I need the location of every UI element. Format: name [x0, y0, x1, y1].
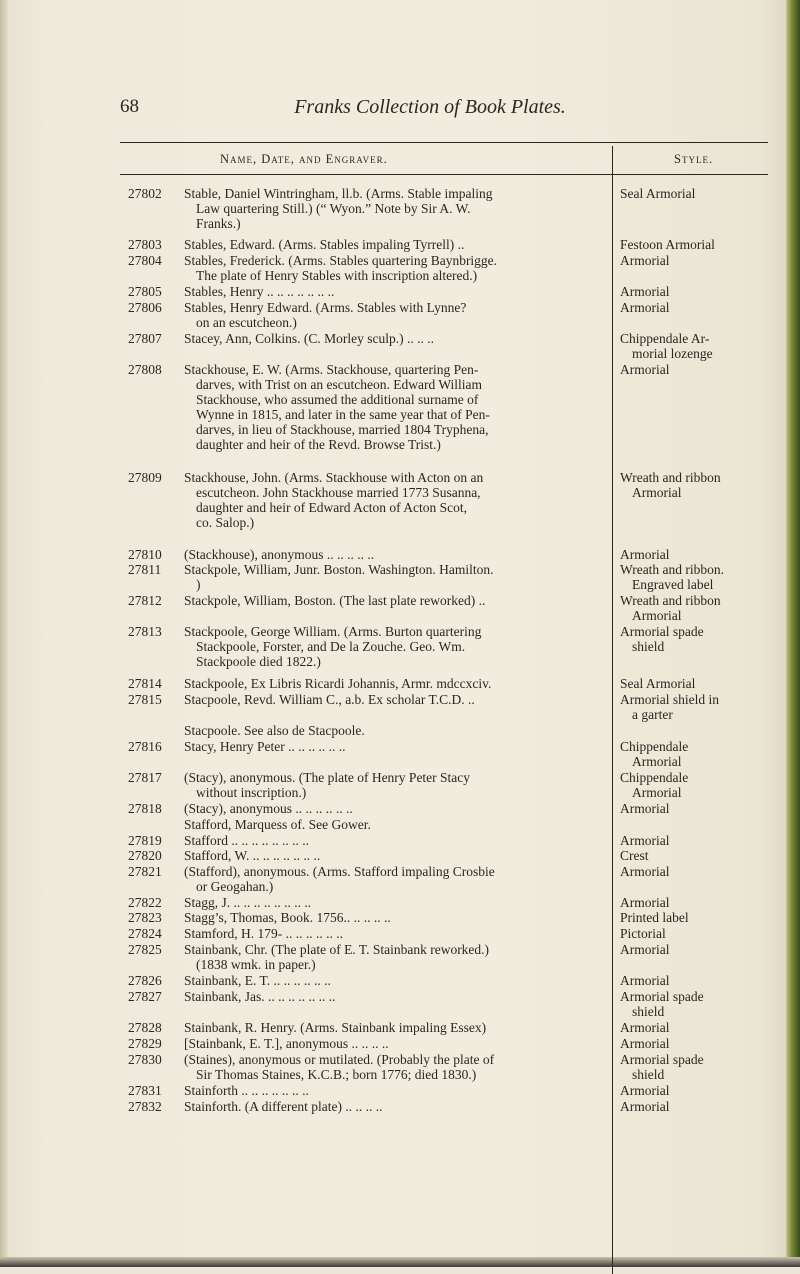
entry-style	[620, 739, 760, 769]
entry-text	[184, 331, 604, 346]
entry-number: 27815	[128, 692, 162, 707]
entry-style	[620, 547, 760, 562]
style-line: Armorial	[632, 785, 682, 800]
style-line: Armorial	[620, 895, 670, 910]
entry-line: Stackpole, William, Boston. (The last plate reworked) ..	[184, 593, 486, 608]
entry-number: 27832	[128, 1099, 162, 1114]
entry-number: 27823	[128, 910, 162, 925]
entry-line: [Stainbank, E. T.], anonymous .. .. .. ..	[184, 1036, 389, 1051]
entry-line: Stables, Frederick. (Arms. Stables quartering Baynbrigge.	[184, 253, 498, 268]
style-line: Armorial	[620, 362, 670, 377]
style-line: Armorial	[620, 547, 670, 562]
column-header-name: Name, Date, and Engraver.	[220, 152, 388, 166]
entry-text	[184, 864, 604, 894]
entry-text	[184, 973, 604, 988]
entry-line: Stacpoole, Revd. William C., a.b. Ex scholar T.C.D. ..	[184, 692, 475, 707]
entry-line: Stacey, Ann, Colkins. (C. Morley sculp.) .. .. ..	[184, 331, 434, 346]
entry-text	[184, 1099, 604, 1114]
style-line: Armorial spade	[620, 1052, 704, 1067]
entry-text	[184, 300, 604, 330]
entry-number: 27822	[128, 895, 162, 910]
style-line: a garter	[632, 707, 673, 722]
entry-line: Stackhouse, E. W. (Arms. Stackhouse, quartering Pen-	[184, 362, 479, 377]
style-line: Armorial	[620, 284, 670, 299]
entry-text	[184, 895, 604, 910]
style-line: Armorial	[632, 608, 682, 623]
entry-line: Stamford, H. 179- .. .. .. .. .. ..	[184, 926, 343, 941]
style-line: Seal Armorial	[620, 186, 696, 201]
entry-line: co. Salop.)	[196, 515, 255, 530]
entry-style	[620, 1052, 760, 1082]
entry-text	[184, 362, 604, 452]
style-line: Armorial	[620, 833, 670, 848]
style-line: Armorial	[620, 801, 670, 816]
entry-line: Stables, Edward. (Arms. Stables impaling Tyrrell) ..	[184, 237, 465, 252]
entry-style	[620, 1020, 760, 1035]
entry-text	[184, 942, 604, 972]
style-line: Armorial	[620, 1036, 670, 1051]
entry-line: Stable, Daniel Wintringham, ll.b. (Arms. Stable impaling	[184, 186, 493, 201]
style-line: morial lozenge	[632, 346, 713, 361]
entry-line: Stafford, W. .. .. .. .. .. .. ..	[184, 848, 321, 863]
entry-line: Franks.)	[196, 216, 241, 231]
entry-text	[184, 817, 604, 832]
entry-number: 27819	[128, 833, 162, 848]
style-line: Armorial shield in	[620, 692, 719, 707]
entry-number: 27824	[128, 926, 162, 941]
entry-number: 27820	[128, 848, 162, 863]
entry-style	[620, 864, 760, 879]
style-line: Pictorial	[620, 926, 666, 941]
entry-style	[620, 470, 760, 500]
entry-text	[184, 848, 604, 863]
entry-style	[620, 562, 760, 592]
style-line: Armorial	[620, 1083, 670, 1098]
entry-number: 27805	[128, 284, 162, 299]
running-header	[100, 96, 760, 126]
entry-style	[620, 833, 760, 848]
entry-number: 27810	[128, 547, 162, 562]
page-right-edge	[786, 0, 800, 1267]
entry-number: 27809	[128, 470, 162, 485]
entry-text	[184, 593, 604, 608]
entry-line: Stackhouse, who assumed the additional surname of	[196, 392, 479, 407]
style-line: Armorial	[620, 253, 670, 268]
entry-line: Stainbank, Jas. .. .. .. .. .. .. ..	[184, 989, 336, 1004]
entry-line: Stables, Henry Edward. (Arms. Stables with Lynne?	[184, 300, 467, 315]
entry-style	[620, 989, 760, 1019]
entry-style	[620, 1099, 760, 1114]
entry-style	[620, 1036, 760, 1051]
style-line: shield	[632, 639, 665, 654]
entry-style	[620, 1083, 760, 1098]
entry-line: Stafford, Marquess of. See Gower.	[184, 817, 371, 832]
entry-line: Stackpoole died 1822.)	[196, 654, 321, 669]
entry-number: 27818	[128, 801, 162, 816]
entry-line: Stagg, J. .. .. .. .. .. .. .. ..	[184, 895, 312, 910]
column-divider	[612, 146, 613, 1274]
style-line: Wreath and ribbon	[620, 593, 721, 608]
top-rule	[120, 142, 768, 143]
entry-style	[620, 848, 760, 863]
style-line: Armorial	[620, 973, 670, 988]
entry-text	[184, 237, 604, 252]
entry-style	[620, 186, 760, 201]
entry-line: Stafford .. .. .. .. .. .. .. ..	[184, 833, 309, 848]
entry-line: darves, in lieu of Stackhouse, married 1804 Tryphena,	[196, 422, 489, 437]
style-line: Engraved label	[632, 577, 714, 592]
style-line: shield	[632, 1004, 665, 1019]
entry-style	[620, 253, 760, 268]
entry-text	[184, 624, 604, 669]
entry-line: Sir Thomas Staines, K.C.B.; born 1776; died 1830.)	[196, 1067, 477, 1082]
page-bottom-edge	[0, 1257, 800, 1267]
entry-number: 27803	[128, 237, 162, 252]
entry-text	[184, 801, 604, 816]
entry-line: Stainbank, E. T. .. .. .. .. .. ..	[184, 973, 331, 988]
entry-line: daughter and heir of Edward Acton of Acton Scot,	[196, 500, 468, 515]
entry-number: 27826	[128, 973, 162, 988]
entry-line: Stainbank, R. Henry. (Arms. Stainbank impaling Essex)	[184, 1020, 487, 1035]
entry-number: 27802	[128, 186, 162, 201]
entry-style	[620, 895, 760, 910]
entry-style	[620, 284, 760, 299]
entry-line: Stackpole, William, Junr. Boston. Washington. Hamilton.	[184, 562, 494, 577]
entry-text	[184, 1083, 604, 1098]
entry-line: or Geogahan.)	[196, 879, 274, 894]
style-line: Chippendale Ar-	[620, 331, 710, 346]
entry-line: daughter and heir of the Revd. Browse Trist.)	[196, 437, 441, 452]
entry-number: 27827	[128, 989, 162, 1004]
entry-line: Stagg’s, Thomas, Book. 1756.. .. .. .. ..	[184, 910, 391, 925]
entry-line: escutcheon. John Stackhouse married 1773 Susanna,	[196, 485, 481, 500]
entry-line: (Staines), anonymous or mutilated. (Probably the plate of	[184, 1052, 495, 1067]
entry-text	[184, 723, 604, 738]
entry-style	[620, 624, 760, 654]
style-line: Printed label	[620, 910, 689, 925]
column-header-style: Style.	[674, 152, 714, 166]
entry-line: Stainforth .. .. .. .. .. .. ..	[184, 1083, 309, 1098]
style-line: Armorial	[620, 1020, 670, 1035]
entry-text	[184, 692, 604, 707]
entry-number: 27828	[128, 1020, 162, 1035]
style-line: Armorial spade	[620, 989, 704, 1004]
entry-line: Wynne in 1815, and later in the same year that of Pen-	[196, 407, 490, 422]
entry-line: (Stafford), anonymous. (Arms. Stafford impaling Crosbie	[184, 864, 495, 879]
entry-number: 27811	[128, 562, 162, 577]
style-line: Armorial spade	[620, 624, 704, 639]
style-line: Chippendale	[620, 739, 689, 754]
entry-line: Stacpoole. See also de Stacpoole.	[184, 723, 365, 738]
entry-style	[620, 300, 760, 315]
entry-number: 27825	[128, 942, 162, 957]
entry-style	[620, 237, 760, 252]
header-rule	[120, 174, 768, 175]
entry-line: The plate of Henry Stables with inscription altered.)	[196, 268, 478, 283]
entry-style	[620, 801, 760, 816]
entry-number: 27816	[128, 739, 162, 754]
entry-text	[184, 1052, 604, 1082]
entry-number: 27812	[128, 593, 162, 608]
entry-number: 27831	[128, 1083, 162, 1098]
style-line: Armorial	[620, 942, 670, 957]
page-left-edge	[0, 0, 8, 1267]
entry-text	[184, 833, 604, 848]
entry-text	[184, 989, 604, 1004]
entry-text	[184, 547, 604, 562]
style-line: Armorial	[620, 864, 670, 879]
entry-line: Stables, Henry .. .. .. .. .. .. ..	[184, 284, 335, 299]
entry-text	[184, 253, 604, 283]
entry-style	[620, 942, 760, 957]
entry-text	[184, 770, 604, 800]
entry-text	[184, 926, 604, 941]
entry-text	[184, 676, 604, 691]
entry-number: 27817	[128, 770, 162, 785]
page-number: 68	[120, 96, 139, 117]
entry-line: Law quartering Still.) (“ Wyon.” Note by Sir A. W.	[196, 201, 471, 216]
style-line: Chippendale	[620, 770, 689, 785]
entry-style	[620, 692, 760, 722]
entry-number: 27807	[128, 331, 162, 346]
entry-text	[184, 1020, 604, 1035]
entry-text	[184, 186, 604, 231]
entry-line: without inscription.)	[196, 785, 307, 800]
entry-line: Stainforth. (A different plate) .. .. .. ..	[184, 1099, 383, 1114]
entry-style	[620, 973, 760, 988]
entry-line: darves, with Trist on an escutcheon. Edward William	[196, 377, 483, 392]
style-line: Armorial	[620, 1099, 670, 1114]
style-line: Wreath and ribbon.	[620, 562, 725, 577]
entry-style	[620, 331, 760, 361]
entry-style	[620, 676, 760, 691]
style-line: Armorial	[620, 300, 670, 315]
entry-style	[620, 362, 760, 377]
entry-number: 27821	[128, 864, 162, 879]
entry-number: 27830	[128, 1052, 162, 1067]
running-title: Franks Collection of Book Plates.	[294, 96, 566, 118]
entry-line: Stacy, Henry Peter .. .. .. .. .. ..	[184, 739, 346, 754]
entry-text	[184, 284, 604, 299]
entry-line: on an escutcheon.)	[196, 315, 297, 330]
entry-text	[184, 910, 604, 925]
entry-line: Stainbank, Chr. (The plate of E. T. Stainbank reworked.)	[184, 942, 490, 957]
entry-line: (1838 wmk. in paper.)	[196, 957, 316, 972]
style-line: shield	[632, 1067, 665, 1082]
entry-text	[184, 1036, 604, 1051]
entry-text	[184, 562, 604, 592]
entry-number: 27806	[128, 300, 162, 315]
entry-number: 27804	[128, 253, 162, 268]
entry-text	[184, 739, 604, 754]
entry-style	[620, 910, 760, 925]
entry-line: )	[196, 577, 201, 592]
style-line: Armorial	[632, 485, 682, 500]
entry-number: 27808	[128, 362, 162, 377]
entry-style	[620, 770, 760, 800]
style-line: Armorial	[632, 754, 682, 769]
style-line: Crest	[620, 848, 649, 863]
entry-line: Stackpoole, Forster, and De la Zouche. Geo. Wm.	[196, 639, 466, 654]
entry-number: 27813	[128, 624, 162, 639]
entry-line: Stackpoole, Ex Libris Ricardi Johannis, Armr. mdccxciv.	[184, 676, 492, 691]
entry-number: 27829	[128, 1036, 162, 1051]
entry-line: (Stacy), anonymous. (The plate of Henry Peter Stacy	[184, 770, 471, 785]
entry-number: 27814	[128, 676, 162, 691]
style-line: Wreath and ribbon	[620, 470, 721, 485]
entry-style	[620, 593, 760, 623]
entry-line: (Stackhouse), anonymous .. .. .. .. ..	[184, 547, 375, 562]
entry-text	[184, 470, 604, 530]
style-line: Seal Armorial	[620, 676, 696, 691]
entry-line: Stackhouse, John. (Arms. Stackhouse with Acton on an	[184, 470, 484, 485]
entry-line: Stackpoole, George William. (Arms. Burton quartering	[184, 624, 482, 639]
style-line: Festoon Armorial	[620, 237, 715, 252]
entry-line: (Stacy), anonymous .. .. .. .. .. ..	[184, 801, 353, 816]
entry-style	[620, 926, 760, 941]
